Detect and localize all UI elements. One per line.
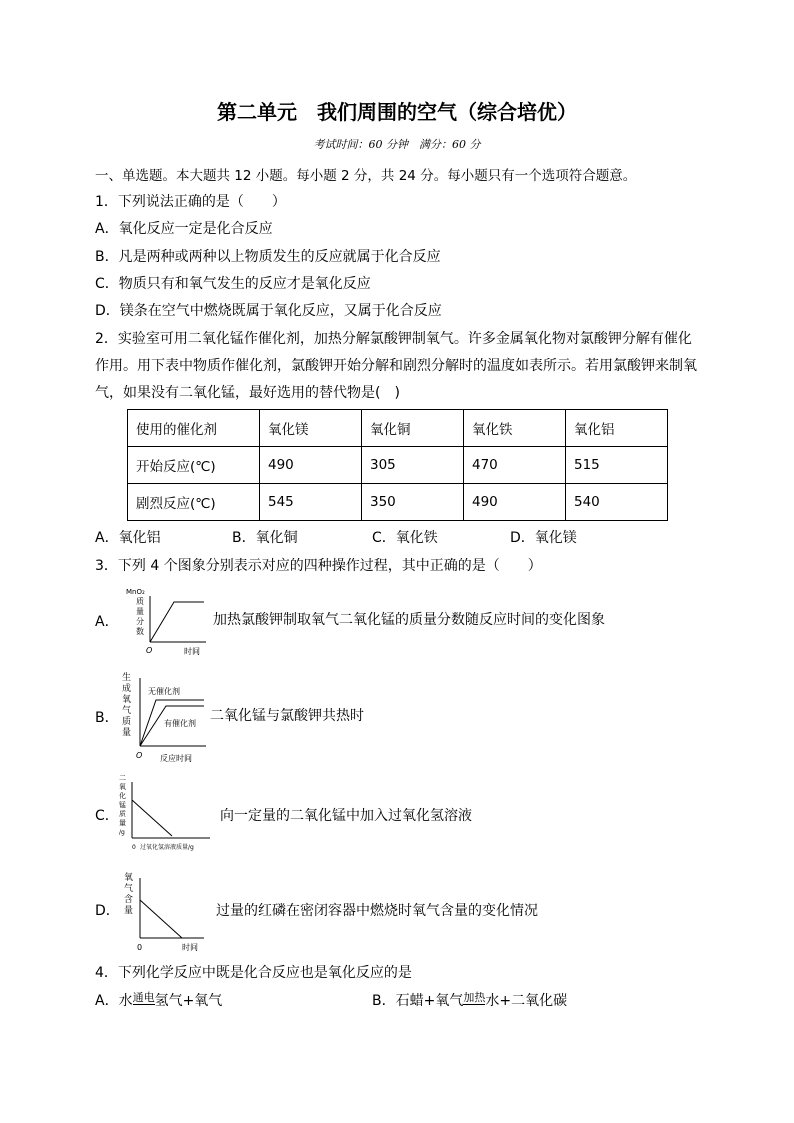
graph-a-y-char: 分 [136, 617, 144, 626]
graph-c-y-char: 二 [119, 774, 126, 782]
graph-d-origin: 0 [137, 943, 143, 952]
q3-option-d-label: D． [95, 903, 120, 919]
graph-b-x-label: 反应时间 [160, 754, 192, 763]
page-title: 第二单元 我们周围的空气（综合培优） [217, 100, 577, 124]
q3-option-c-label: C． [95, 808, 119, 824]
graph-c-y-char: 化 [119, 792, 126, 800]
q3-option-b-label: B． [95, 710, 119, 726]
graph-a [118, 584, 213, 660]
graph-d-y-char: 氧 [124, 873, 134, 883]
q2-option-b: B．氧化铜 [232, 530, 298, 546]
q3-stem: 3．下列 4 个图象分别表示对应的四种操作过程，其中正确的是（ ） [95, 558, 542, 574]
graph-a-origin: O [146, 646, 153, 655]
graph-b-origin: O [136, 751, 143, 760]
q4-option-b-condition: 加热 [463, 991, 486, 1004]
q4-option-b-reactant: B．石蜡+氧气 [372, 993, 464, 1009]
q1-option-d: D．镁条在空气中燃烧既属于氧化反应，又属于化合反应 [95, 303, 442, 319]
graph-c-y-unit: /g [119, 829, 125, 836]
graph-c-curve [132, 800, 172, 836]
catalyst-table [127, 409, 668, 521]
graph-a-y-char: 量 [136, 607, 144, 616]
q2-line-3: 气，如果没有二氧化锰，最好选用的替代物是( ) [95, 385, 400, 401]
graph-c-y-char: 量 [119, 819, 126, 827]
q4-option-b-product: 水+二氧化碳 [485, 993, 568, 1009]
table-cell: 氧化铝 [566, 410, 668, 447]
q3-option-a-desc: 加热氯酸钾制取氧气二氧化锰的质量分数随反应时间的变化图象 [213, 612, 605, 628]
q4-stem: 4．下列化学反应中既是化合反应也是氧化反应的是 [95, 965, 412, 981]
exam-info: 考试时间：60 分钟 满分：60 分 [313, 138, 481, 151]
table-cell: 氧化铜 [362, 410, 464, 447]
graph-a-y-char: 质 [136, 597, 144, 606]
graph-b-y-char: 氧 [122, 695, 132, 705]
table-cell: 490 [464, 484, 566, 521]
q2-option-a: A．氧化铝 [95, 530, 161, 546]
q4-option-a-reactant: A．水 [95, 993, 133, 1009]
table-row [128, 484, 668, 521]
q2-option-c: C．氧化铁 [372, 530, 438, 546]
q1-option-b: B．凡是两种或两种以上物质发生的反应就属于化合反应 [95, 249, 441, 265]
graph-b-y-char: 量 [122, 728, 132, 738]
table-cell: 545 [260, 484, 362, 521]
graph-c-origin: 0 [132, 844, 136, 851]
graph-a-x-label: 时间 [184, 647, 200, 656]
graph-c-x-label: 过氧化氢溶液质量/g [140, 844, 194, 851]
graph-d-curve [140, 900, 182, 938]
table-cell: 540 [566, 484, 668, 521]
table-cell: 氧化铁 [464, 410, 566, 447]
graph-c-y-char: 锰 [119, 801, 126, 809]
q4-option-a-product: 氢气+氧气 [154, 993, 223, 1009]
table-cell: 使用的催化剂 [128, 410, 260, 447]
graph-b-y-char: 气 [122, 706, 132, 716]
graph-b-label-catalyst: 有催化剂 [164, 719, 196, 728]
q2-option-d: D．氧化镁 [510, 530, 577, 546]
table-cell: 490 [260, 447, 362, 484]
table-cell: 氧化镁 [260, 410, 362, 447]
q4-option-a [95, 990, 222, 1010]
table-cell: 350 [362, 484, 464, 521]
graph-c [116, 772, 216, 856]
graph-b-label-no-catalyst: 无催化剂 [148, 687, 180, 696]
q3-option-d-desc: 过量的红磷在密闭容器中燃烧时氧气含量的变化情况 [216, 903, 538, 919]
graph-d-y-char: 量 [124, 906, 134, 916]
table-cell: 470 [464, 447, 566, 484]
graph-c-y-char: 氧 [119, 783, 126, 791]
q2-line-2: 作用。用下表中物质作催化剂，氯酸钾开始分解和剧烈分解时的温度如表所示。若用氯酸钾来制氧 [95, 358, 697, 374]
q1-option-c: C．物质只有和氧气发生的反应才是氧化反应 [95, 276, 371, 292]
q4-option-b [372, 990, 567, 1010]
q3-option-a-label: A． [95, 614, 119, 630]
graph-b-y-char: 生 [122, 673, 132, 683]
q1-option-a: A．氧化反应一定是化合反应 [95, 221, 273, 237]
table-cell: 305 [362, 447, 464, 484]
q3-option-b-desc: 二氧化锰与氯酸钾共热时 [210, 708, 364, 724]
q1-stem: 1．下列说法正确的是（ ） [95, 194, 286, 210]
graph-a-curve [150, 602, 204, 642]
graph-a-y-unit: MnO₂ [126, 588, 145, 596]
section-heading: 一、单选题。本大题共 12 小题。每小题 2 分，共 24 分。每小题只有一个选项符合题意。 [95, 168, 637, 184]
graph-d-y-char: 气 [124, 884, 134, 894]
graph-b [118, 670, 210, 766]
table-cell: 开始反应(℃) [128, 447, 260, 484]
table-cell: 515 [566, 447, 668, 484]
graph-b-y-char: 成 [122, 684, 132, 694]
graph-d-y-char: 含 [124, 895, 134, 905]
table-row [128, 447, 668, 484]
table-cell: 剧烈反应(℃) [128, 484, 260, 521]
graph-b-y-char: 质 [122, 717, 132, 727]
q3-option-c-desc: 向一定量的二氧化锰中加入过氧化氢溶液 [220, 808, 472, 824]
graph-a-y-char: 数 [136, 627, 144, 636]
graph-d-x-label: 时间 [182, 943, 198, 952]
q2-line-1: 2．实验室可用二氧化锰作催化剂，加热分解氯酸钾制氧气。许多金属氧化物对氯酸钾分解有催化 [95, 331, 692, 347]
graph-d [116, 868, 208, 954]
q4-option-a-condition: 通电 [132, 991, 155, 1004]
table-header-row [128, 410, 668, 447]
graph-c-y-char: 质 [119, 810, 126, 818]
